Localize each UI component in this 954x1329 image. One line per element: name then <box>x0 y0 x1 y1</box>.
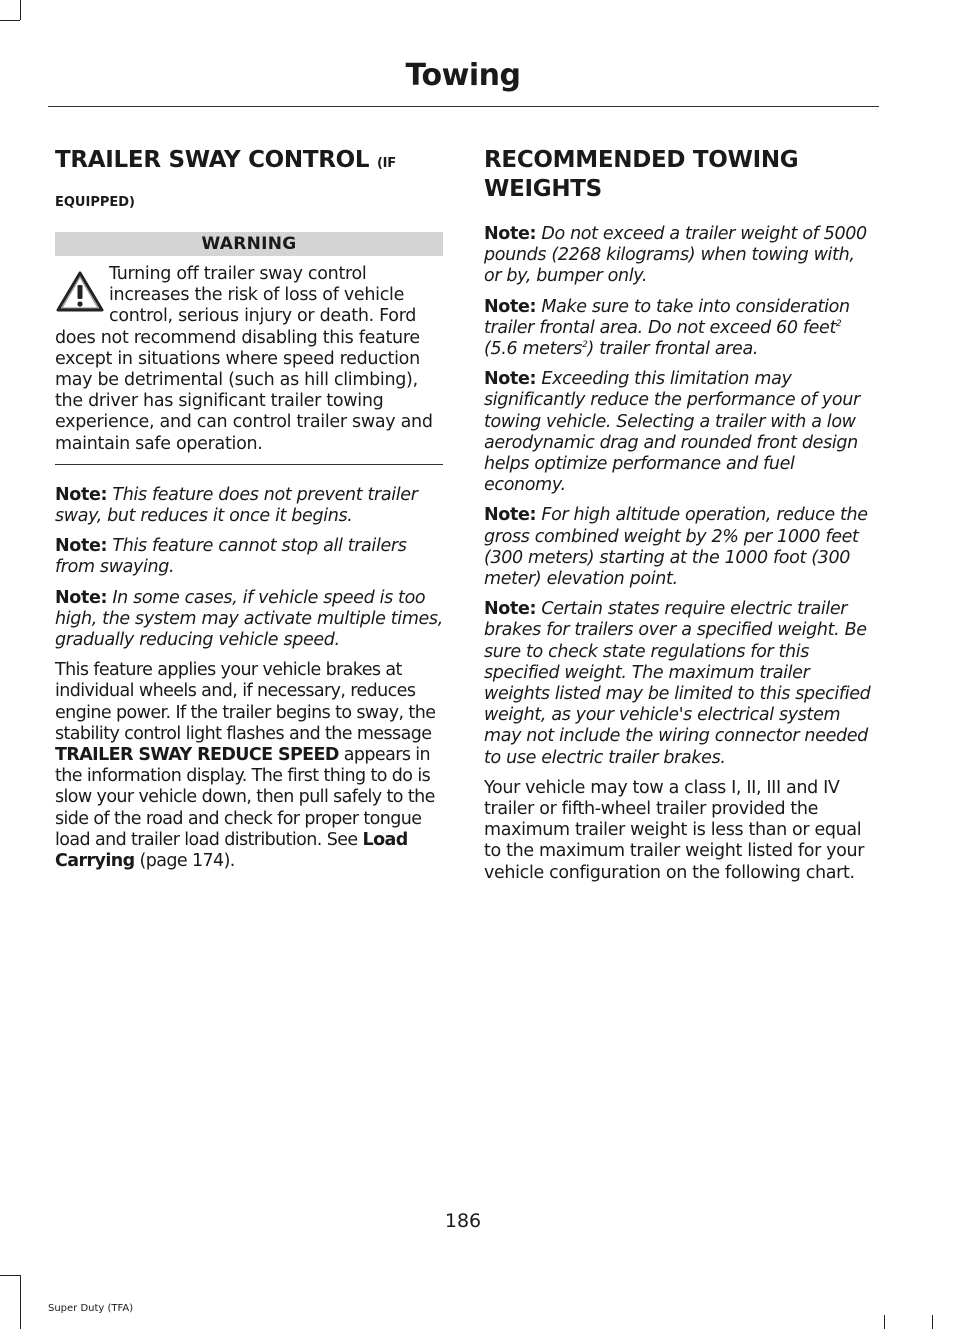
crop-mark <box>20 1275 21 1329</box>
note <box>484 599 874 769</box>
note-text-part: Make sure to take into consideration trailer frontal area. Do not exceed 60 feet <box>484 296 850 338</box>
note-text: This feature does not prevent trailer sway, but reduces it once it begins. <box>55 484 418 527</box>
heading-main: TRAILER SWAY CONTROL <box>55 147 370 173</box>
warning-box <box>55 264 443 455</box>
page-title: Towing <box>405 58 521 93</box>
note-text: Do not exceed a trailer weight of 5000 pounds (2268 kilograms) when towing with, or by, bumper only. <box>484 224 867 287</box>
section-heading-towing-weights: RECOMMENDED TOWING WEIGHTS <box>484 147 799 202</box>
superscript: 2 <box>582 340 588 351</box>
warning-triangle-icon <box>55 270 105 314</box>
heading-small: (IF <box>377 156 396 171</box>
note <box>484 297 874 361</box>
note-text: For high altitude operation, reduce the gross combined weight by 2% per 1000 feet (300 meters) starting at the 1000 foot (300 meter) elevation point. <box>484 505 868 590</box>
crop-mark <box>0 1275 20 1276</box>
note <box>484 369 874 496</box>
body-paragraph: Your vehicle may tow a class I, II, III and IV trailer or fifth-wheel trailer provided the maximum trailer weight is less than or equal to the maximum trailer weight listed for your vehicle configuration on the following chart. <box>484 777 865 883</box>
body-paragraph <box>55 660 443 872</box>
note-text: Exceeding this limitation may significantly reduce the performance of your towing vehicle. Selecting a trailer with a low aerodynamic drag and rounded front design helps optimize performance and fuel economy. <box>484 369 860 496</box>
body-text: (page 174). <box>134 851 235 872</box>
crop-mark <box>20 0 21 20</box>
right-column <box>484 146 874 884</box>
warning-label: WARNING <box>55 232 443 256</box>
superscript: 2 <box>835 318 842 329</box>
note-text <box>484 297 850 359</box>
section-heading-trailer-sway <box>55 146 443 178</box>
note-label: Note: <box>55 536 108 557</box>
header-divider <box>48 106 879 107</box>
note <box>484 505 874 590</box>
note-label: Note: <box>484 224 537 244</box>
heading-continuation: EQUIPPED) <box>55 195 135 210</box>
display-message: TRAILER SWAY REDUCE SPEED <box>55 745 339 766</box>
note-label: Note: <box>55 484 108 505</box>
note-label: Note: <box>55 587 108 608</box>
note-text: In some cases, if vehicle speed is too high, the system may activate multiple times, gradually reducing vehicle speed. <box>55 587 443 651</box>
note-label: Note: <box>484 296 537 317</box>
note-text-part: ) trailer frontal area. <box>587 339 759 360</box>
note-label: Note: <box>484 369 537 390</box>
warning-divider <box>55 464 443 465</box>
note-label: Note: <box>484 599 537 620</box>
note-text: Certain states require electric trailer brakes for trailers over a specified weight. Be sure to check state regulations for this specified weight. The maximum trailer weights listed may be limited to this specified weight, as your vehicle's electrical system may not include the wiring connector needed to use electric trailer brakes. <box>484 599 871 768</box>
page-number: 186 <box>444 1210 482 1232</box>
body-text: appears in the information display. The first thing to do is slow your vehicle down, then pull safely to the side of the road and check for proper tongue load and trailer load distribution. See <box>55 745 435 850</box>
footer-model: Super Duty (TFA) <box>48 1303 134 1314</box>
note-label: Note: <box>484 505 537 526</box>
left-column <box>55 146 443 872</box>
body-text: This feature applies your vehicle brakes at individual wheels and, if necessary, reduces engine power. If the trailer begins to sway, the stability control light flashes and the message <box>55 660 436 744</box>
warning-text: Turning off trailer sway control increases the risk of loss of vehicle control, serious injury or death. Ford does not recommend disabling this feature except in situations where speed reduction may be detrimental (such as hill climbing), the driver has significant trailer towing experience, and can control trailer sway and maintain safe operation. <box>55 264 433 454</box>
cross-reference-link[interactable]: Load Carrying <box>55 829 408 872</box>
crop-mark <box>932 1315 933 1329</box>
crop-mark <box>884 1315 885 1329</box>
crop-mark <box>0 20 20 21</box>
note-text-part: (5.6 meters <box>484 339 583 360</box>
note <box>55 536 443 578</box>
note-text: This feature cannot stop all trailers from swaying. <box>55 536 407 578</box>
note <box>55 485 443 527</box>
note <box>55 588 443 652</box>
note <box>484 224 874 288</box>
